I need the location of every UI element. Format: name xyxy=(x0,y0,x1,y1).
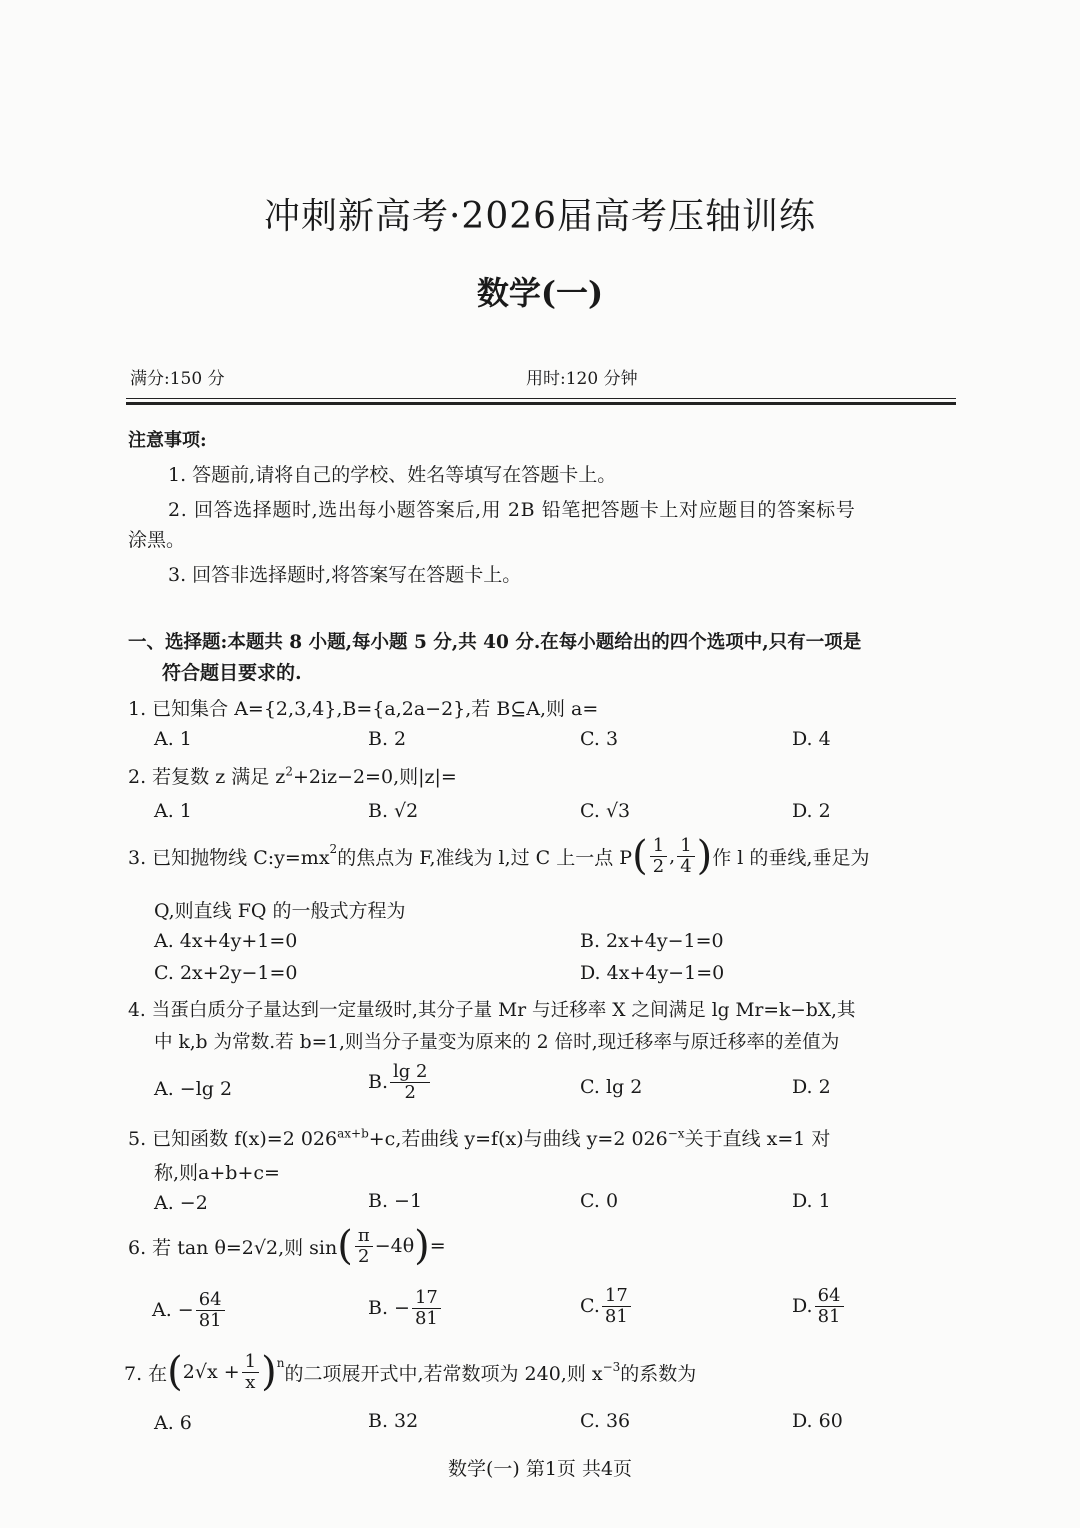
q2-sup: 2 xyxy=(285,764,293,779)
q5-sup2: −x xyxy=(667,1126,685,1141)
question-3-stem-cont: Q,则直线 FQ 的一般式方程为 xyxy=(154,900,406,922)
q6-option-b xyxy=(368,1288,443,1329)
q7-paren-close: ) xyxy=(261,1349,277,1396)
q4-b-prefix: B. xyxy=(368,1071,389,1094)
q7-option-c: C. 36 xyxy=(580,1410,631,1432)
q6-a-prefix: A. − xyxy=(152,1299,194,1322)
q1-option-a: A. 1 xyxy=(154,728,192,750)
q6-a-den: 81 xyxy=(198,1309,222,1331)
q3-point-x xyxy=(650,836,667,877)
q7-stem-c: 的系数为 xyxy=(620,1362,697,1385)
q6-d-den: 81 xyxy=(817,1305,841,1327)
q7-frac-num: 1 xyxy=(242,1352,259,1373)
header-divider-thin xyxy=(126,398,956,399)
question-5-stem xyxy=(128,1124,830,1151)
q7-option-b: B. 32 xyxy=(368,1410,419,1432)
q2-option-c: C. √3 xyxy=(580,800,631,822)
q4-option-b xyxy=(368,1062,432,1103)
q6-stem-c: = xyxy=(429,1235,446,1258)
q5-sup1: ax+b xyxy=(337,1126,369,1141)
q5-option-d: D. 1 xyxy=(792,1190,831,1212)
full-score: 满分:150 分 xyxy=(130,369,225,389)
q6-frac xyxy=(355,1226,373,1267)
q6-c-prefix: C. xyxy=(580,1295,600,1318)
q7-option-d: D. 60 xyxy=(792,1410,843,1432)
q3-paren-open: ( xyxy=(632,833,648,880)
q3-stem-a: 3. 已知抛物线 C:y=mx xyxy=(128,846,330,869)
q6-d-prefix: D. xyxy=(792,1295,813,1318)
q7-inner-a: 2√x + xyxy=(182,1361,240,1384)
q2-stem-a: 2. 若复数 z 满足 z xyxy=(128,766,286,788)
q6-c-den: 81 xyxy=(604,1305,628,1327)
exam-subtitle: 数学(一) xyxy=(476,274,604,312)
question-7-stem xyxy=(124,1349,697,1396)
q5-option-b: B. −1 xyxy=(368,1190,423,1212)
q6-option-d xyxy=(792,1286,846,1327)
question-2-stem xyxy=(128,762,457,789)
notice-item-2: 2. 回答选择题时,选出每小题答案后,用 2B 铅笔把答题卡上对应题目的答案标号 xyxy=(168,499,856,521)
notice-heading: 注意事项: xyxy=(128,430,207,451)
q6-paren-close: ) xyxy=(414,1223,430,1270)
q7-stem-b: 的二项展开式中,若常数项为 240,则 x xyxy=(284,1362,603,1385)
q6-b-num: 17 xyxy=(412,1288,441,1309)
q3-px-den: 2 xyxy=(652,855,665,877)
q5-stem-c: 关于直线 x=1 对 xyxy=(684,1128,831,1150)
q7-sup-n: n xyxy=(276,1356,285,1370)
q3-sup: 2 xyxy=(329,842,338,856)
q2-stem-b: +2iz−2=0,则|z|= xyxy=(292,766,457,788)
q3-option-d: D. 4x+4y−1=0 xyxy=(580,962,725,984)
q1-option-c: C. 3 xyxy=(580,728,619,750)
q3-option-a: A. 4x+4y+1=0 xyxy=(154,930,298,952)
q3-option-c: C. 2x+2y−1=0 xyxy=(154,962,298,984)
q6-d-num: 64 xyxy=(815,1286,844,1307)
q7-stem-a: 7. 在 xyxy=(124,1362,168,1385)
q7-option-a: A. 6 xyxy=(154,1412,192,1434)
q6-d-frac xyxy=(815,1286,844,1327)
q1-option-d: D. 4 xyxy=(792,728,831,750)
q5-stem-b: +c,若曲线 y=f(x)与曲线 y=2 026 xyxy=(368,1128,668,1150)
header-divider-thick xyxy=(126,402,956,405)
q6-c-frac xyxy=(602,1286,631,1327)
q5-option-c: C. 0 xyxy=(580,1190,619,1212)
time-limit: 用时:120 分钟 xyxy=(526,369,638,389)
q7-frac-den: x xyxy=(245,1371,256,1393)
q5-option-a: A. −2 xyxy=(154,1192,208,1214)
q2-option-a: A. 1 xyxy=(154,800,192,822)
q6-b-prefix: B. − xyxy=(368,1297,410,1320)
q3-py-den: 4 xyxy=(680,855,692,877)
q3-option-b: B. 2x+4y−1=0 xyxy=(580,930,724,952)
notice-item-2-cont: 涂黑。 xyxy=(128,529,186,551)
q6-a-frac xyxy=(196,1290,225,1331)
section-heading-cont: 符合题目要求的. xyxy=(162,662,302,684)
q1-option-b: B. 2 xyxy=(368,728,407,750)
q3-px-num: 1 xyxy=(650,836,667,857)
q3-stem-c: 作 l 的垂线,垂足为 xyxy=(712,846,870,869)
question-6-stem xyxy=(128,1223,446,1270)
question-3-stem xyxy=(128,833,870,880)
q6-stem-a: 6. 若 tan θ=2√2,则 sin xyxy=(128,1236,338,1259)
q3-paren-close: ) xyxy=(696,833,713,880)
q6-stem-b: −4θ xyxy=(374,1235,415,1258)
q4-option-d: D. 2 xyxy=(792,1076,831,1098)
notice-item-3: 3. 回答非选择题时,将答案写在答题卡上。 xyxy=(168,564,522,586)
section-heading: 一、选择题:本题共 8 小题,每小题 5 分,共 40 分.在每小题给出的四个选项中,只有一项是 xyxy=(128,632,862,653)
q6-frac-num: π xyxy=(355,1226,373,1247)
q4-b-frac xyxy=(390,1062,430,1103)
q2-option-d: D. 2 xyxy=(792,800,831,822)
q3-comma: , xyxy=(669,845,676,868)
q4-option-a: A. −lg 2 xyxy=(154,1078,233,1100)
exam-title: 冲刺新高考·2026届高考压轴训练 xyxy=(263,196,817,237)
q6-paren-open: ( xyxy=(337,1223,353,1270)
q6-c-num: 17 xyxy=(602,1286,631,1307)
q7-paren-open: ( xyxy=(167,1349,183,1396)
question-4-stem: 4. 当蛋白质分子量达到一定量级时,其分子量 Mr 与迁移率 X 之间满足 lg Mr=k−bX,其 xyxy=(128,1000,856,1021)
notice-item-1: 1. 答题前,请将自己的学校、姓名等填写在答题卡上。 xyxy=(168,464,617,486)
question-4-stem-cont: 中 k,b 为常数.若 b=1,则当分子量变为原来的 2 倍时,现迁移率与原迁移率的差值为 xyxy=(154,1032,840,1053)
page-footer: 数学(一) 第1页 共4页 xyxy=(447,1458,633,1480)
q3-stem-b: 的焦点为 F,准线为 l,过 C 上一点 P xyxy=(337,846,633,869)
question-1-stem: 1. 已知集合 A={2,3,4},B={a,2a−2},若 B⊆A,则 a= xyxy=(128,698,599,720)
q3-point-y xyxy=(677,836,694,877)
q3-py-num: 1 xyxy=(677,836,694,857)
q7-sup2: −3 xyxy=(602,1360,621,1374)
q2-option-b: B. √2 xyxy=(368,800,419,822)
q6-frac-den: 2 xyxy=(358,1245,370,1267)
q6-a-num: 64 xyxy=(196,1290,225,1311)
q7-frac xyxy=(242,1352,259,1393)
q6-b-den: 81 xyxy=(414,1307,438,1329)
q4-b-den: 2 xyxy=(404,1081,416,1103)
question-5-stem-cont: 称,则a+b+c= xyxy=(154,1162,280,1184)
q6-option-a xyxy=(152,1290,227,1331)
q4-b-num: lg 2 xyxy=(390,1062,430,1083)
q6-b-frac xyxy=(412,1288,441,1329)
q5-stem-a: 5. 已知函数 f(x)=2 026 xyxy=(128,1128,338,1150)
q6-option-c xyxy=(580,1286,633,1327)
q4-option-c: C. lg 2 xyxy=(580,1076,643,1098)
